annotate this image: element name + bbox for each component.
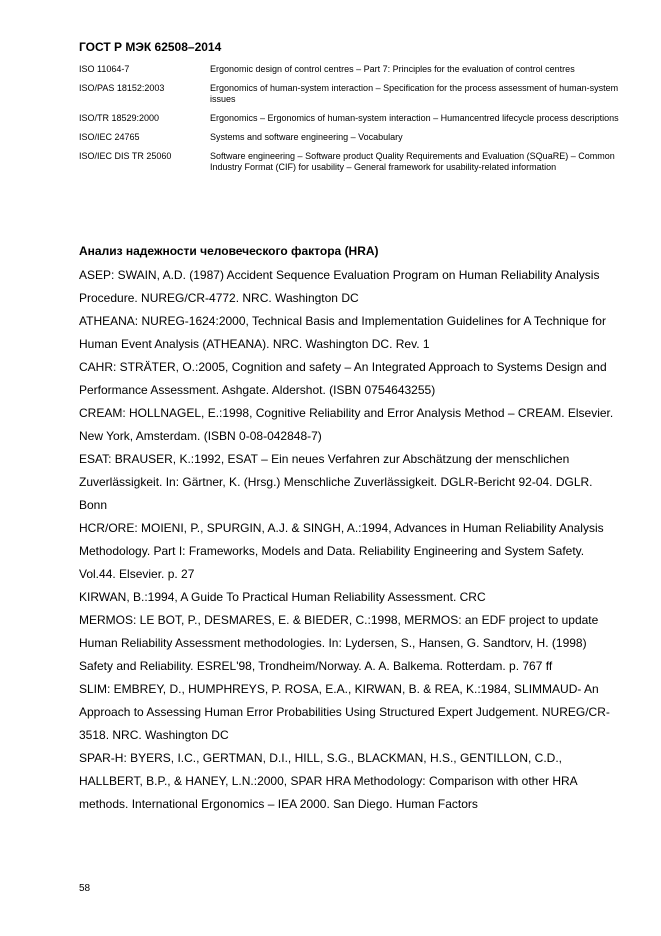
standard-description: Systems and software engineering – Vocabulary [210,132,403,142]
reference-item: MERMOS: LE BOT, P., DESMARES, E. & BIEDER, C.:1998, MERMOS: an EDF project to update Human Reliability Assessment methodologies. In: Lydersen, S., Hansen, G. Sandtorv, H. (1998) Safety and Reliability. ESREL'98, Trondheim/Norway. A. A. Balkema. Rotterdam. p. 767 ff [79,613,599,673]
standard-description: Ergonomics of human-system interaction – Specification for the process assessment of human-system issues [210,83,619,104]
standard-row [79,64,619,83]
standard-row [79,151,619,181]
standard-code: ISO/IEC DIS TR 25060 [79,151,172,161]
page-number: 58 [79,883,91,894]
reference-item: ESAT: BRAUSER, K.:1992, ESAT – Ein neues Verfahren zur Abschätzung der menschlichen Zuverlässigkeit. In: Gärtner, K. (Hrsg.) Menschliche Zuverlässigkeit. DGLR-Bericht 92-04. DGLR. Bonn [79,452,593,512]
standard-row [79,113,619,132]
document-header: ГОСТ Р МЭК 62508–2014 [79,40,222,54]
reference-item: KIRWAN, B.:1994, A Guide To Practical Human Reliability Assessment. CRC [79,590,486,604]
standard-description: Software engineering – Software product Quality Requirements and Evaluation (SQuaRE) – Common Industry Format (CIF) for usability – General framework for usability-related information [210,151,615,172]
standard-row [79,83,619,113]
reference-item: SLIM: EMBREY, D., HUMPHREYS, P. ROSA, E.A., KIRWAN, B. & REA, K.:1984, SLIMMAUD- An Approach to Assessing Human Error Probabilities Using Structured Expert Judgement. NUREG/CR-3518. NRC. Washington DC [79,682,610,742]
references-list [79,264,619,816]
reference-item: ASEP: SWAIN, A.D. (1987) Accident Sequence Evaluation Program on Human Reliability Analysis Procedure. NUREG/CR-4772. NRC. Washington DC [79,268,600,305]
section-title: Анализ надежности человеческого фактора (HRA) [79,244,379,258]
reference-item: CREAM: HOLLNAGEL, E.:1998, Cognitive Reliability and Error Analysis Method – CREAM. Elsevier. New York, Amsterdam. (ISBN 0-08-042848-7) [79,406,614,443]
standard-code: ISO/TR 18529:2000 [79,113,160,123]
reference-item: SPAR-H: BYERS, I.C., GERTMAN, D.I., HILL, S.G., BLACKMAN, H.S., GENTILLON, C.D., HALLBERT, B.P., & HANEY, L.N.:2000, SPAR HRA Methodology: Comparison with other HRA methods. International Ergonomics – IEA 2000. San Diego. Human Factors [79,751,578,811]
standard-description: Ergonomic design of control centres – Part 7: Principles for the evaluation of control centres [210,64,575,74]
reference-item: ATHEANA: NUREG-1624:2000, Technical Basis and Implementation Guidelines for A Technique for Human Event Analysis (ATHEANA). NRC. Washington DC. Rev. 1 [79,314,606,351]
standard-description: Ergonomics – Ergonomics of human-system interaction – Humancentred lifecycle process descriptions [210,113,619,123]
standard-code: ISO/IEC 24765 [79,132,140,142]
standard-code: ISO/PAS 18152:2003 [79,83,165,93]
standards-table [79,64,619,181]
reference-item: CAHR: STRÄTER, O.:2005, Cognition and safety – An Integrated Approach to Systems Design and Performance Assessment. Ashgate. Aldershot. (ISBN 0754643255) [79,360,607,397]
standard-row [79,132,619,151]
standard-code: ISO 11064-7 [79,64,130,74]
reference-item: HCR/ORE: MOIENI, P., SPURGIN, A.J. & SINGH, A.:1994, Advances in Human Reliability Analysis Methodology. Part I: Frameworks, Models and Data. Reliability Engineering and System Safety. Vol.44. Elsevier. p. 27 [79,521,604,581]
